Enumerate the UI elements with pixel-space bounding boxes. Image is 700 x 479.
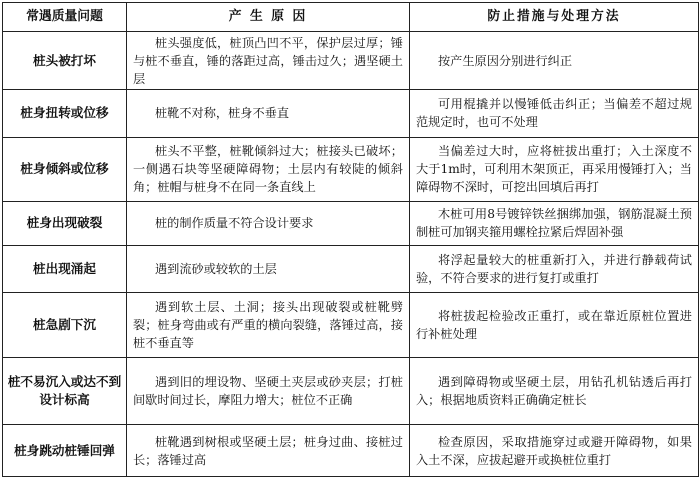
header-cause: 产 生 原 因	[127, 3, 410, 32]
remedy-cell: 木桩可用8号镀锌铁丝捆绑加强，钢筋混凝土预制桩可加钢夹箍用螺栓拉紧后焊固补强	[410, 202, 699, 246]
remedy-cell: 将桩拔起检验改正重打，或在靠近原桩位置进行补桩处理	[410, 293, 699, 357]
table-row	[3, 32, 699, 90]
cause-cell: 桩头强度低，桩顶凸凹不平，保护层过厚；锤与桩不垂直，锤的落距过高，锤击过久；遇坚硬土层	[127, 32, 410, 90]
table-row	[3, 293, 699, 357]
problem-cell: 桩身跳动桩锤回弹	[3, 425, 127, 477]
table-body	[3, 32, 699, 477]
table-row	[3, 137, 699, 201]
table-row	[3, 245, 699, 293]
header-problem: 常遇质量问题	[3, 3, 127, 32]
remedy-cell: 遇到障碍物或坚硬土层，用钻孔机钻透后再打入；根据地质资料正确确定桩长	[410, 357, 699, 424]
problem-cell: 桩身出现破裂	[3, 202, 127, 246]
cause-cell: 桩靴遇到树根或坚硬土层；桩身过曲、接桩过长；落锤过高	[127, 425, 410, 477]
pile-defects-table	[2, 2, 699, 477]
cause-cell: 桩头不平整，桩靴倾斜过大；桩接头已破坏；一侧遇石块等坚硬障碍物；土层内有较陡的倾斜角；桩帽与桩身不在同一条直线上	[127, 137, 410, 201]
remedy-cell: 按产生原因分别进行纠正	[410, 32, 699, 90]
problem-cell: 桩身倾斜或位移	[3, 137, 127, 201]
problem-cell: 桩不易沉入或达不到设计标高	[3, 357, 127, 424]
remedy-cell: 将浮起量较大的桩重新打入，并进行静载荷试验，不符合要求的进行复打或重打	[410, 245, 699, 293]
problem-cell: 桩头被打坏	[3, 32, 127, 90]
table-header	[3, 3, 699, 32]
cause-cell: 遇到流砂或较软的土层	[127, 245, 410, 293]
cause-cell: 桩靴不对称，桩身不垂直	[127, 90, 410, 138]
problem-cell: 桩身扭转或位移	[3, 90, 127, 138]
header-remedy: 防止措施与处理方法	[410, 3, 699, 32]
problem-cell: 桩急剧下沉	[3, 293, 127, 357]
table-row	[3, 425, 699, 477]
cause-cell: 遇到软土层、土洞；接头出现破裂或桩靴劈裂；桩身弯曲或有严重的横向裂缝，落锤过高，接桩不垂直等	[127, 293, 410, 357]
remedy-cell: 当偏差过大时，应将桩拔出重打；入土深度不大于1m时，可利用木架顶正，再采用慢锤打入；当障碍物不深时，可挖出回填后再打	[410, 137, 699, 201]
remedy-cell: 检查原因，采取措施穿过或避开障碍物，如果入土不深，应拔起避开或换桩位重打	[410, 425, 699, 477]
problem-cell: 桩出现涌起	[3, 245, 127, 293]
table-row	[3, 202, 699, 246]
header-row	[3, 3, 699, 32]
table-row	[3, 90, 699, 138]
cause-cell: 遇到旧的埋设物、坚硬土夹层或砂夹层；打桩间歇时间过长，摩阻力增大；桩位不正确	[127, 357, 410, 424]
remedy-cell: 可用棍撬并以慢锤低击纠正；当偏差不超过规范规定时，也可不处理	[410, 90, 699, 138]
table-row	[3, 357, 699, 424]
cause-cell: 桩的制作质量不符合设计要求	[127, 202, 410, 246]
